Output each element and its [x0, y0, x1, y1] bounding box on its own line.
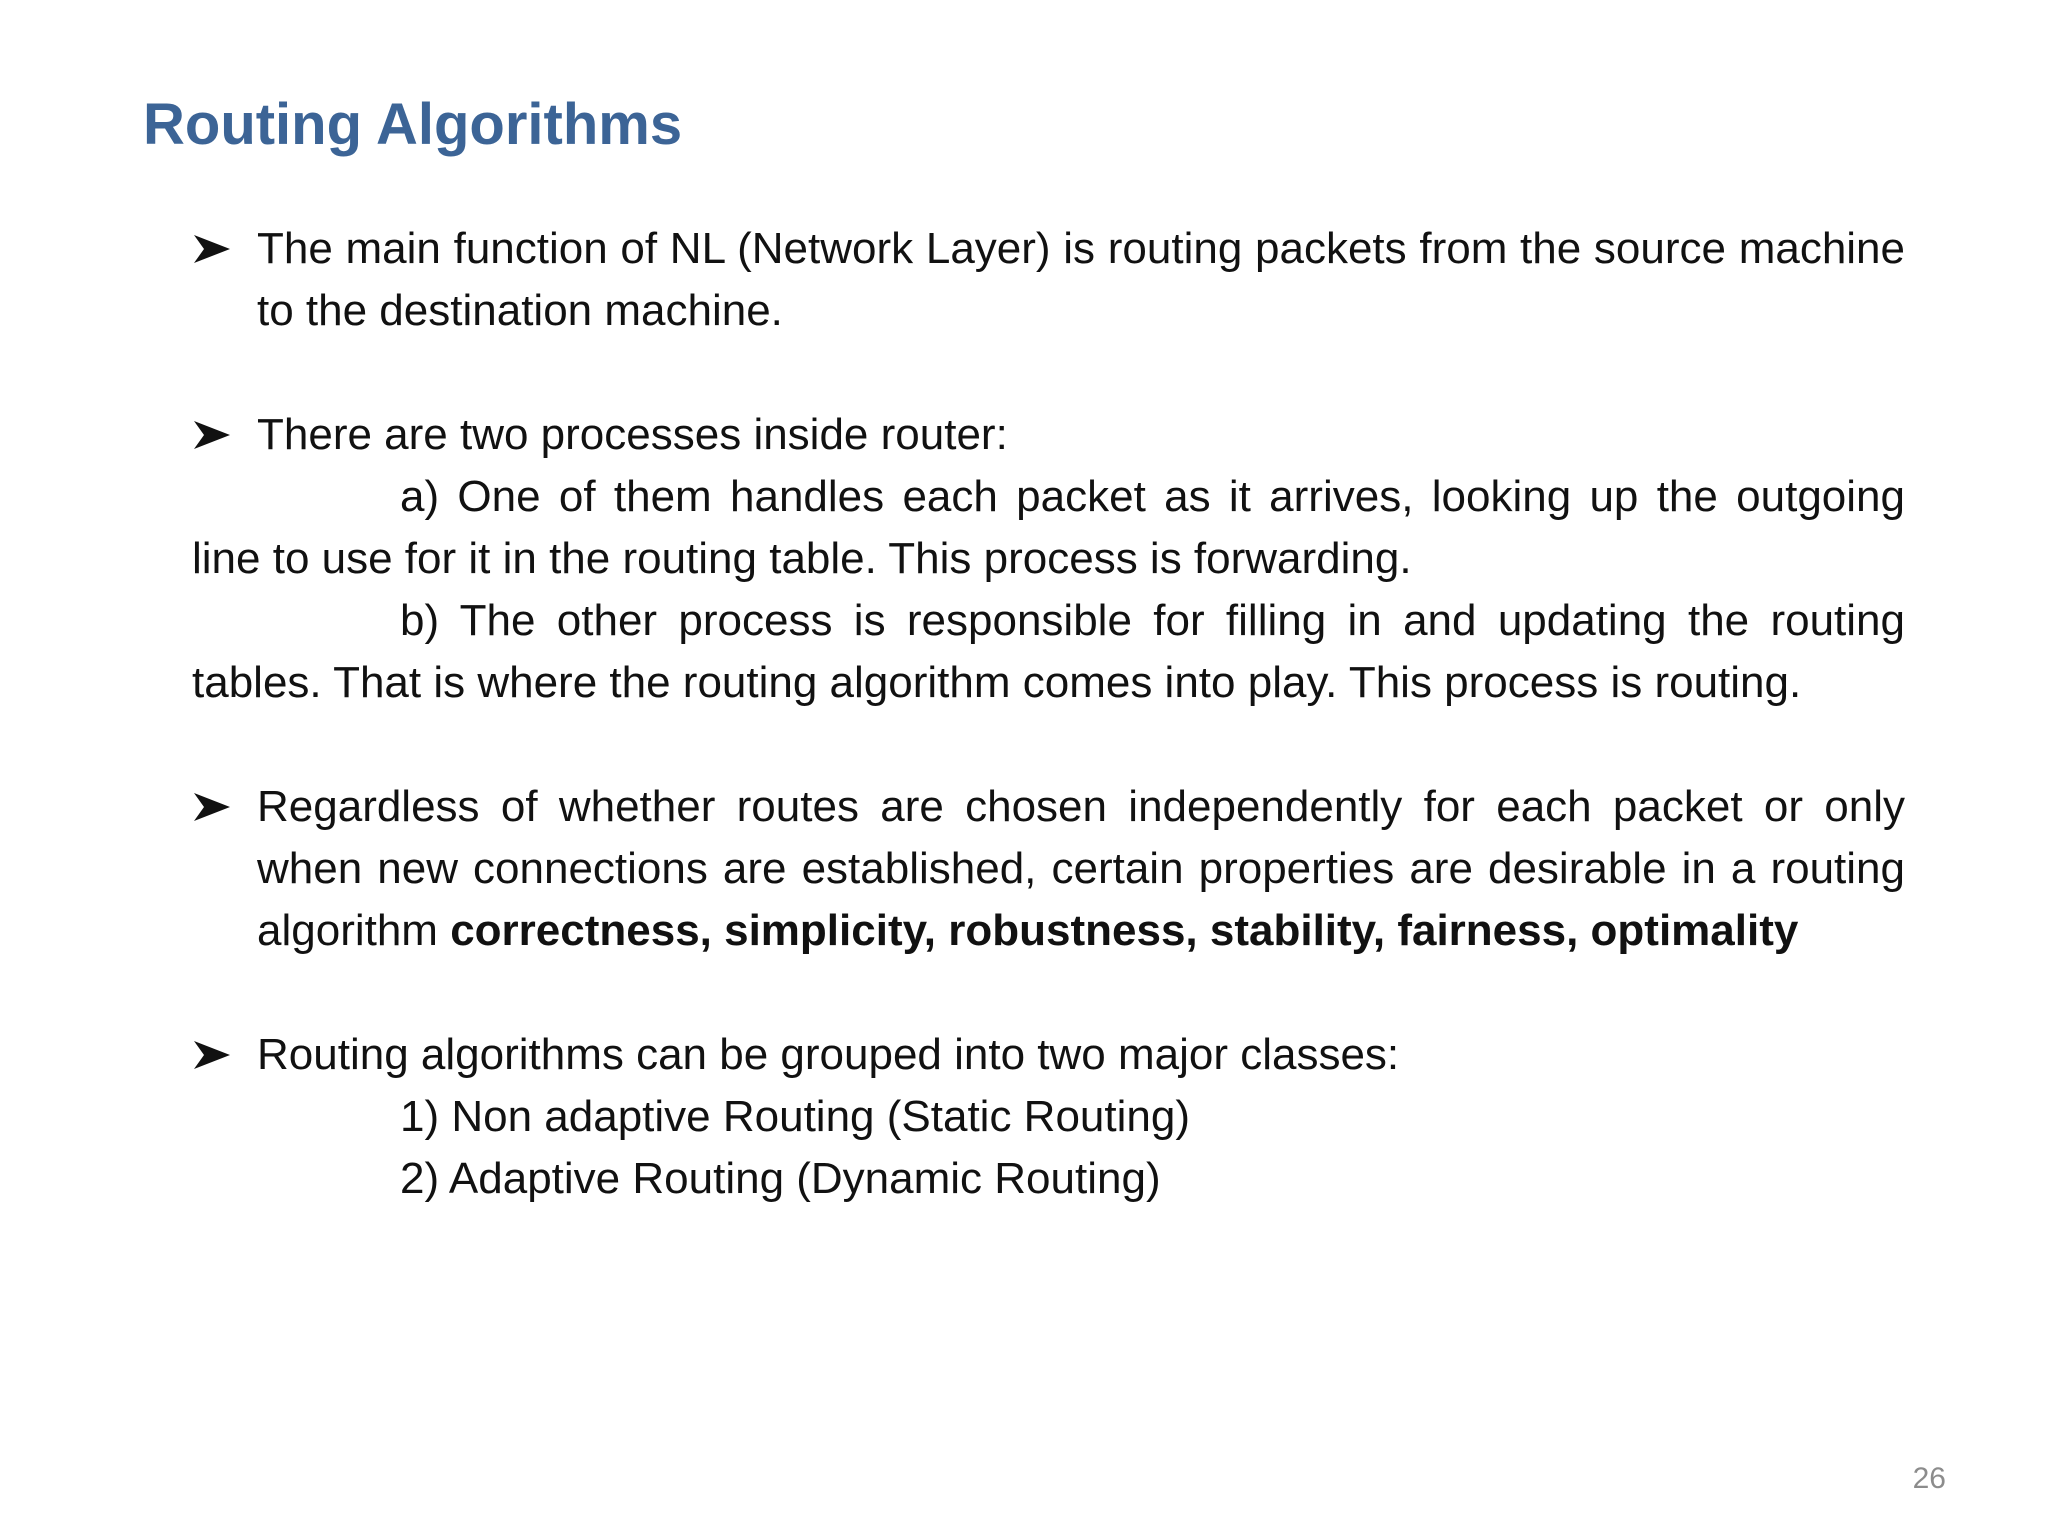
- sub-point-b: b) The other process is responsible for filling in and updating the routing tables. That is where the routing algorithm comes into play. This process is routing.: [192, 596, 1905, 707]
- bullet-point-4: [192, 1024, 1905, 1086]
- sub-point-a: a) One of them handles each packet as it arrives, looking up the outgoing line to use for it in the routing table. This process is forwarding.: [192, 472, 1905, 583]
- slide-content: [192, 218, 1905, 1210]
- class-item-2: 2) Adaptive Routing (Dynamic Routing): [400, 1154, 1161, 1203]
- arrow-bullet-icon: [192, 404, 238, 466]
- properties-bold-text: correctness, simplicity, robustness, stability, fairness, optimality: [450, 906, 1799, 955]
- spacer: [192, 714, 1905, 776]
- bullet-text: Regardless of whether routes are chosen independently for each packet or only when new connections are established, certain properties are desirable in a routing algorithm: [257, 782, 1905, 955]
- bullet-text: The main function of NL (Network Layer) is routing packets from the source machine to the destination machine.: [257, 224, 1905, 335]
- arrow-bullet-icon: [192, 776, 238, 838]
- arrow-bullet-icon: [192, 1024, 238, 1086]
- slide-title: Routing Algorithms: [143, 92, 683, 157]
- page-number: 26: [1912, 1462, 1946, 1495]
- bullet-point-2: [192, 404, 1905, 466]
- bullet-text: There are two processes inside router:: [257, 410, 1008, 459]
- spacer: [192, 342, 1905, 404]
- class-item-1: 1) Non adaptive Routing (Static Routing): [400, 1092, 1190, 1141]
- bullet-text: Routing algorithms can be grouped into two major classes:: [257, 1030, 1400, 1079]
- bullet-point-1: [192, 218, 1905, 342]
- arrow-bullet-icon: [192, 218, 238, 280]
- bullet-point-3: [192, 776, 1905, 962]
- spacer: [192, 962, 1905, 1024]
